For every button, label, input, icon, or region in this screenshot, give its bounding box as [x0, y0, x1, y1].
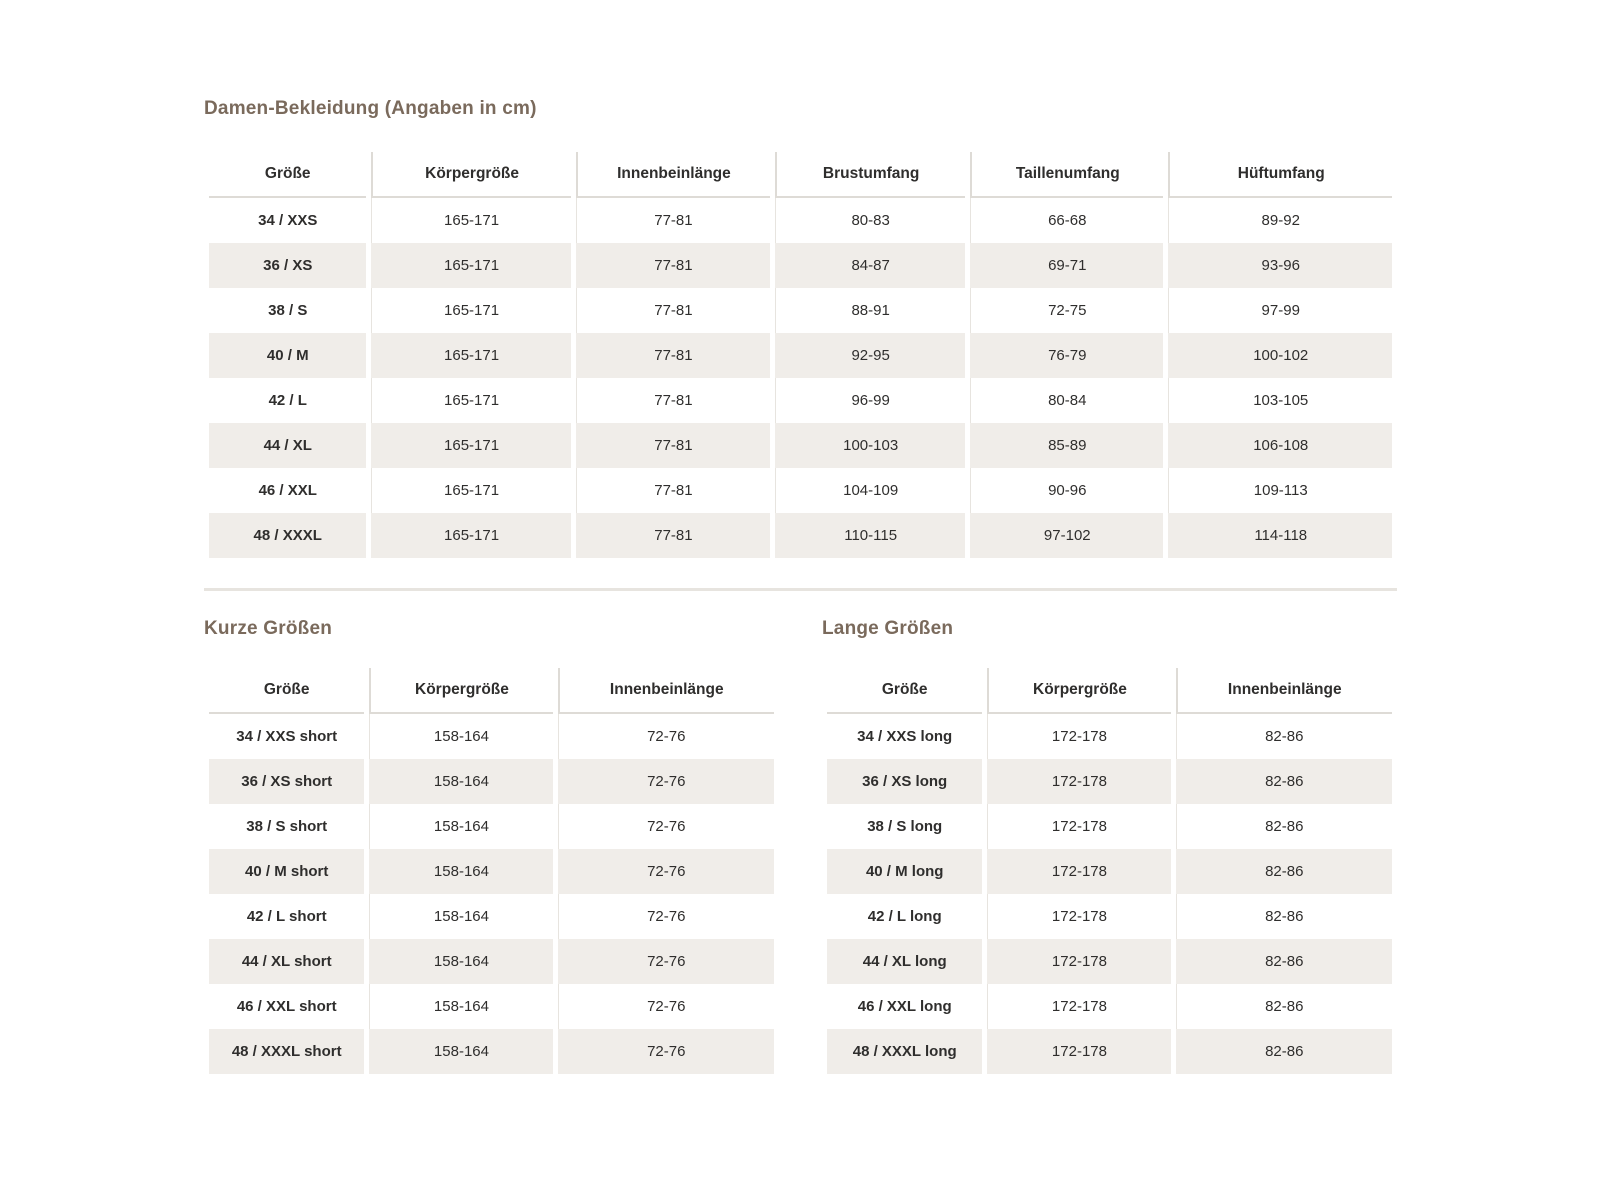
column-header: Innenbeinlänge	[576, 152, 771, 198]
measurement-value-cell: 90-96	[970, 468, 1163, 513]
measurement-value-cell: 165-171	[371, 288, 570, 333]
column-header: Brustumfang	[775, 152, 965, 198]
table-row	[209, 1029, 774, 1074]
measurement-value-cell: 172-178	[987, 939, 1170, 984]
measurement-value-cell: 109-113	[1168, 468, 1392, 513]
table-header-row	[209, 152, 1392, 198]
short-sizes-section-title: Kurze Größen	[204, 618, 333, 639]
measurement-value-cell: 82-86	[1176, 984, 1392, 1029]
measurement-value-cell: 82-86	[1176, 939, 1392, 984]
measurement-value-cell: 97-99	[1168, 288, 1392, 333]
long-sizes-section-title: Lange Größen	[822, 618, 954, 639]
column-header: Körpergröße	[371, 152, 570, 198]
size-label-cell: 40 / M long	[827, 849, 982, 894]
size-label-cell: 38 / S	[209, 288, 366, 333]
measurement-value-cell: 158-164	[369, 894, 552, 939]
column-header: Innenbeinlänge	[558, 668, 774, 714]
measurement-value-cell: 165-171	[371, 513, 570, 558]
measurement-value-cell: 100-102	[1168, 333, 1392, 378]
size-label-cell: 38 / S long	[827, 804, 982, 849]
table-row	[209, 198, 1392, 243]
table-row	[209, 423, 1392, 468]
measurement-value-cell: 110-115	[775, 513, 965, 558]
size-label-cell: 44 / XL long	[827, 939, 982, 984]
size-label-cell: 34 / XXS short	[209, 714, 364, 759]
measurement-value-cell: 172-178	[987, 849, 1170, 894]
short-sizes-table	[204, 668, 779, 1074]
measurement-value-cell: 158-164	[369, 849, 552, 894]
table-row	[209, 243, 1392, 288]
table-row	[209, 849, 774, 894]
size-label-cell: 36 / XS	[209, 243, 366, 288]
size-label-cell: 42 / L long	[827, 894, 982, 939]
table-row	[827, 1029, 1392, 1074]
size-chart-page	[204, 98, 1397, 1074]
measurement-value-cell: 158-164	[369, 804, 552, 849]
measurement-value-cell: 114-118	[1168, 513, 1392, 558]
measurement-value-cell: 69-71	[970, 243, 1163, 288]
measurement-value-cell: 66-68	[970, 198, 1163, 243]
measurement-value-cell: 80-83	[775, 198, 965, 243]
section-divider	[204, 588, 1397, 591]
size-label-cell: 40 / M	[209, 333, 366, 378]
size-label-cell: 48 / XXXL short	[209, 1029, 364, 1074]
measurement-value-cell: 158-164	[369, 1029, 552, 1074]
size-label-cell: 34 / XXS	[209, 198, 366, 243]
measurement-value-cell: 165-171	[371, 468, 570, 513]
measurement-value-cell: 172-178	[987, 804, 1170, 849]
measurement-value-cell: 100-103	[775, 423, 965, 468]
measurement-value-cell: 77-81	[576, 468, 771, 513]
measurement-value-cell: 104-109	[775, 468, 965, 513]
measurement-value-cell: 77-81	[576, 198, 771, 243]
measurement-value-cell: 72-76	[558, 1029, 774, 1074]
table-header-row	[209, 668, 774, 714]
column-header: Körpergröße	[369, 668, 552, 714]
table-header-row	[827, 668, 1392, 714]
measurement-value-cell: 165-171	[371, 423, 570, 468]
size-label-cell: 48 / XXXL long	[827, 1029, 982, 1074]
table-row	[209, 984, 774, 1029]
measurement-value-cell: 88-91	[775, 288, 965, 333]
measurement-value-cell: 82-86	[1176, 1029, 1392, 1074]
measurement-value-cell: 106-108	[1168, 423, 1392, 468]
size-label-cell: 44 / XL short	[209, 939, 364, 984]
measurement-value-cell: 165-171	[371, 378, 570, 423]
table-row	[209, 333, 1392, 378]
table-row	[209, 378, 1392, 423]
table-row	[827, 984, 1392, 1029]
measurement-value-cell: 72-76	[558, 759, 774, 804]
measurement-value-cell: 72-75	[970, 288, 1163, 333]
short-sizes-column	[204, 618, 779, 1074]
measurement-value-cell: 77-81	[576, 333, 771, 378]
measurement-value-cell: 96-99	[775, 378, 965, 423]
long-sizes-column	[822, 618, 1397, 1074]
measurement-value-cell: 165-171	[371, 333, 570, 378]
table-row	[827, 714, 1392, 759]
measurement-value-cell: 84-87	[775, 243, 965, 288]
measurement-value-cell: 82-86	[1176, 894, 1392, 939]
measurement-value-cell: 82-86	[1176, 849, 1392, 894]
measurement-value-cell: 77-81	[576, 423, 771, 468]
size-label-cell: 42 / L short	[209, 894, 364, 939]
column-header: Größe	[209, 668, 364, 714]
measurement-value-cell: 172-178	[987, 759, 1170, 804]
table-row	[209, 759, 774, 804]
table-row	[209, 894, 774, 939]
measurement-value-cell: 77-81	[576, 243, 771, 288]
measurement-value-cell: 165-171	[371, 243, 570, 288]
measurement-value-cell: 82-86	[1176, 759, 1392, 804]
size-label-cell: 36 / XS short	[209, 759, 364, 804]
short-long-sizes-section	[204, 618, 1397, 1074]
table-row	[209, 468, 1392, 513]
table-row	[827, 894, 1392, 939]
measurement-value-cell: 93-96	[1168, 243, 1392, 288]
measurement-value-cell: 92-95	[775, 333, 965, 378]
measurement-value-cell: 77-81	[576, 513, 771, 558]
size-label-cell: 42 / L	[209, 378, 366, 423]
measurement-value-cell: 172-178	[987, 1029, 1170, 1074]
measurement-value-cell: 89-92	[1168, 198, 1392, 243]
column-header: Innenbeinlänge	[1176, 668, 1392, 714]
size-label-cell: 46 / XXL short	[209, 984, 364, 1029]
measurement-value-cell: 85-89	[970, 423, 1163, 468]
table-row	[209, 714, 774, 759]
women-clothing-size-table	[204, 152, 1397, 558]
table-row	[827, 759, 1392, 804]
size-label-cell: 44 / XL	[209, 423, 366, 468]
column-header: Körpergröße	[987, 668, 1170, 714]
measurement-value-cell: 172-178	[987, 984, 1170, 1029]
measurement-value-cell: 158-164	[369, 759, 552, 804]
long-sizes-table	[822, 668, 1397, 1074]
measurement-value-cell: 72-76	[558, 984, 774, 1029]
women-clothing-section-title: Damen-Bekleidung (Angaben in cm)	[204, 98, 537, 119]
measurement-value-cell: 103-105	[1168, 378, 1392, 423]
column-header: Taillenumfang	[970, 152, 1163, 198]
measurement-value-cell: 72-76	[558, 939, 774, 984]
measurement-value-cell: 76-79	[970, 333, 1163, 378]
size-label-cell: 46 / XXL	[209, 468, 366, 513]
measurement-value-cell: 72-76	[558, 714, 774, 759]
measurement-value-cell: 82-86	[1176, 804, 1392, 849]
measurement-value-cell: 165-171	[371, 198, 570, 243]
table-row	[827, 939, 1392, 984]
size-label-cell: 36 / XS long	[827, 759, 982, 804]
column-header: Hüftumfang	[1168, 152, 1392, 198]
size-label-cell: 46 / XXL long	[827, 984, 982, 1029]
measurement-value-cell: 72-76	[558, 894, 774, 939]
column-header: Größe	[209, 152, 366, 198]
measurement-value-cell: 158-164	[369, 984, 552, 1029]
measurement-value-cell: 172-178	[987, 894, 1170, 939]
measurement-value-cell: 158-164	[369, 714, 552, 759]
size-label-cell: 40 / M short	[209, 849, 364, 894]
table-row	[827, 804, 1392, 849]
column-header: Größe	[827, 668, 982, 714]
table-row	[209, 939, 774, 984]
measurement-value-cell: 158-164	[369, 939, 552, 984]
measurement-value-cell: 77-81	[576, 378, 771, 423]
measurement-value-cell: 172-178	[987, 714, 1170, 759]
size-label-cell: 34 / XXS long	[827, 714, 982, 759]
measurement-value-cell: 72-76	[558, 804, 774, 849]
measurement-value-cell: 72-76	[558, 849, 774, 894]
measurement-value-cell: 97-102	[970, 513, 1163, 558]
table-row	[209, 804, 774, 849]
table-row	[827, 849, 1392, 894]
size-label-cell: 38 / S short	[209, 804, 364, 849]
measurement-value-cell: 77-81	[576, 288, 771, 333]
table-row	[209, 513, 1392, 558]
measurement-value-cell: 82-86	[1176, 714, 1392, 759]
measurement-value-cell: 80-84	[970, 378, 1163, 423]
table-row	[209, 288, 1392, 333]
size-label-cell: 48 / XXXL	[209, 513, 366, 558]
